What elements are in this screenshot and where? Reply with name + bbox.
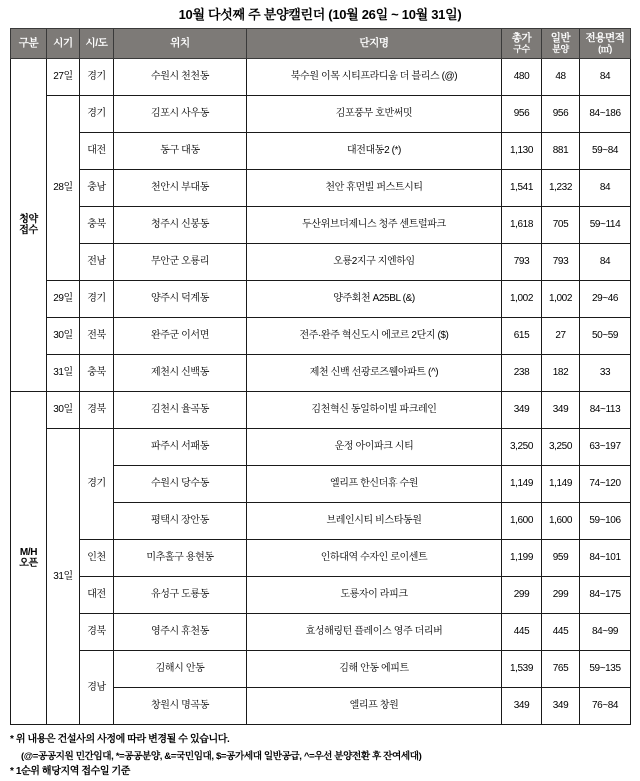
cell-general-supply: 299 [542, 577, 580, 614]
cell-exclusive-area: 84 [580, 59, 631, 96]
cell-general-supply: 182 [542, 355, 580, 392]
cell-exclusive-area: 59~114 [580, 207, 631, 244]
cell-gubun-line2: 오픈 [19, 558, 38, 569]
cell-region: 경기 [80, 429, 114, 540]
cell-location: 파주시 서패동 [114, 429, 247, 466]
table-row[interactable] [11, 133, 631, 170]
cell-total-households: 3,250 [502, 429, 542, 466]
cell-location: 영주시 휴천동 [114, 614, 247, 651]
cell-region: 경기 [80, 281, 114, 318]
cell-region: 인천 [80, 540, 114, 577]
cell-general-supply: 27 [542, 318, 580, 355]
cell-total-households: 615 [502, 318, 542, 355]
cell-location: 완주군 이서면 [114, 318, 247, 355]
cell-total-households: 1,002 [502, 281, 542, 318]
cell-region: 충북 [80, 355, 114, 392]
cell-region: 전북 [80, 318, 114, 355]
cell-general-supply: 3,250 [542, 429, 580, 466]
cell-period: 31일 [47, 355, 80, 392]
cell-total-households: 299 [502, 577, 542, 614]
column-header-exclusive-area: 전용면적 (㎡) [580, 29, 631, 59]
cell-complex-name: 브레인시티 비스타동원 [247, 503, 502, 540]
cell-total-households: 956 [502, 96, 542, 133]
cell-exclusive-area: 59~135 [580, 651, 631, 688]
cell-exclusive-area: 84 [580, 170, 631, 207]
table-row[interactable] [11, 281, 631, 318]
cell-exclusive-area: 84~101 [580, 540, 631, 577]
cell-gubun: 청약 접수 [11, 59, 47, 392]
cell-exclusive-area: 59~84 [580, 133, 631, 170]
cell-location: 청주시 신봉동 [114, 207, 247, 244]
cell-location: 수원시 천천동 [114, 59, 247, 96]
cell-period: 30일 [47, 392, 80, 429]
footnote-change-disclaimer: * 위 내용은 건설사의 사정에 따라 변경될 수 있습니다. [10, 734, 230, 745]
table-body [11, 59, 631, 725]
cell-exclusive-area: 29~46 [580, 281, 631, 318]
header-row [11, 29, 631, 59]
cell-period: 30일 [47, 318, 80, 355]
cell-complex-name: 북수원 이목 시티프라디움 더 블리스 (@) [247, 59, 502, 96]
cell-general-supply: 1,232 [542, 170, 580, 207]
cell-general-supply: 1,149 [542, 466, 580, 503]
distribution-calendar-table [10, 28, 631, 725]
cell-location: 김해시 안동 [114, 651, 247, 688]
cell-location: 동구 대동 [114, 133, 247, 170]
cell-region: 경북 [80, 614, 114, 651]
cell-region: 충북 [80, 207, 114, 244]
cell-period: 31일 [47, 429, 80, 725]
table-row[interactable] [11, 355, 631, 392]
column-header-gubun: 구분 [11, 29, 47, 59]
cell-exclusive-area: 84~99 [580, 614, 631, 651]
footnotes [0, 725, 640, 781]
cell-location: 제천시 신백동 [114, 355, 247, 392]
cell-total-households: 238 [502, 355, 542, 392]
cell-gubun: M/H 오픈 [11, 392, 47, 725]
cell-region: 전남 [80, 244, 114, 281]
table-row[interactable] [11, 577, 631, 614]
table-row[interactable] [11, 59, 631, 96]
cell-exclusive-area: 50~59 [580, 318, 631, 355]
table-row[interactable] [11, 318, 631, 355]
cell-general-supply: 445 [542, 614, 580, 651]
cell-complex-name: 제천 신백 선광로즈웰아파트 (^) [247, 355, 502, 392]
cell-location: 무안군 오룡리 [114, 244, 247, 281]
cell-total-households: 1,539 [502, 651, 542, 688]
cell-period: 27일 [47, 59, 80, 96]
cell-location: 김포시 사우동 [114, 96, 247, 133]
cell-complex-name: 오룡2지구 지엔하임 [247, 244, 502, 281]
cell-complex-name: 두산위브더제니스 청주 센트럴파크 [247, 207, 502, 244]
cell-general-supply: 881 [542, 133, 580, 170]
cell-general-supply: 705 [542, 207, 580, 244]
cell-total-households: 793 [502, 244, 542, 281]
cell-complex-name: 효성해링턴 플레이스 영주 더리버 [247, 614, 502, 651]
cell-total-households: 1,600 [502, 503, 542, 540]
cell-region: 경북 [80, 392, 114, 429]
column-header-sigi: 시기 [47, 29, 80, 59]
cell-general-supply: 349 [542, 392, 580, 429]
column-header-wichi: 위치 [114, 29, 247, 59]
cell-general-supply: 765 [542, 651, 580, 688]
footnote-symbol-legend: (@=공공지원 민간임대, *=공공분양, &=국민임대, $=공가세대 일반공급, ^=우선 분양전환 후 잔여세대) [21, 750, 422, 762]
cell-period: 28일 [47, 96, 80, 281]
cell-general-supply: 48 [542, 59, 580, 96]
table-row[interactable] [11, 614, 631, 651]
cell-exclusive-area: 84~175 [580, 577, 631, 614]
cell-location: 미추홀구 용현동 [114, 540, 247, 577]
cell-complex-name: 운정 아이파크 시티 [247, 429, 502, 466]
cell-region: 대전 [80, 577, 114, 614]
cell-general-supply: 793 [542, 244, 580, 281]
cell-region: 경기 [80, 96, 114, 133]
cell-location: 평택시 장안동 [114, 503, 247, 540]
cell-total-households: 349 [502, 392, 542, 429]
cell-complex-name: 김해 안동 에피트 [247, 651, 502, 688]
cell-total-households: 480 [502, 59, 542, 96]
footnote-first-priority: * 1순위 해당지역 접수일 기준 [10, 766, 131, 778]
cell-period: 29일 [47, 281, 80, 318]
cell-complex-name: 엘리프 창원 [247, 688, 502, 725]
cell-complex-name: 양주회천 A25BL (&) [247, 281, 502, 318]
cell-total-households: 349 [502, 688, 542, 725]
cell-exclusive-area: 84~186 [580, 96, 631, 133]
cell-general-supply: 1,600 [542, 503, 580, 540]
cell-complex-name: 김포풍무 호반써밋 [247, 96, 502, 133]
cell-general-supply: 956 [542, 96, 580, 133]
page-title: 10월 다섯째 주 분양캘린더 (10월 26일 ~ 10월 31일) [178, 7, 462, 22]
cell-complex-name: 전주·완주 혁신도시 에코르 2단지 ($) [247, 318, 502, 355]
cell-total-households: 1,149 [502, 466, 542, 503]
cell-exclusive-area: 59~106 [580, 503, 631, 540]
cell-complex-name: 도룡자이 라피크 [247, 577, 502, 614]
table-row[interactable] [11, 170, 631, 207]
cell-complex-name: 대전대동2 (*) [247, 133, 502, 170]
cell-general-supply: 959 [542, 540, 580, 577]
table-container [0, 28, 640, 725]
cell-total-households: 1,618 [502, 207, 542, 244]
cell-exclusive-area: 33 [580, 355, 631, 392]
cell-complex-name: 엘리프 한신더휴 수원 [247, 466, 502, 503]
cell-location: 유성구 도룡동 [114, 577, 247, 614]
table-row[interactable] [11, 429, 631, 466]
cell-exclusive-area: 76~84 [580, 688, 631, 725]
cell-region: 경기 [80, 59, 114, 96]
column-header-danji: 단지명 [247, 29, 502, 59]
cell-location: 양주시 덕계동 [114, 281, 247, 318]
table-row[interactable] [11, 244, 631, 281]
table-row[interactable] [11, 540, 631, 577]
cell-location: 창원시 명곡동 [114, 688, 247, 725]
cell-region: 대전 [80, 133, 114, 170]
cell-location: 천안시 부대동 [114, 170, 247, 207]
cell-region: 충남 [80, 170, 114, 207]
cell-complex-name: 인하대역 수자인 로이센트 [247, 540, 502, 577]
cell-general-supply: 1,002 [542, 281, 580, 318]
cell-location: 수원시 당수동 [114, 466, 247, 503]
table-row[interactable] [11, 96, 631, 133]
cell-complex-name: 김천혁신 동일하이빌 파크레인 [247, 392, 502, 429]
cell-total-households: 1,130 [502, 133, 542, 170]
cell-exclusive-area: 84 [580, 244, 631, 281]
cell-location: 김천시 율곡동 [114, 392, 247, 429]
column-header-sido: 시/도 [80, 29, 114, 59]
cell-region: 경남 [80, 651, 114, 725]
cell-general-supply: 349 [542, 688, 580, 725]
cell-exclusive-area: 84~113 [580, 392, 631, 429]
table-row[interactable] [11, 651, 631, 688]
table-header [11, 29, 631, 59]
cell-exclusive-area: 74~120 [580, 466, 631, 503]
table-row[interactable] [11, 392, 631, 429]
cell-complex-name: 천안 휴먼빌 퍼스트시티 [247, 170, 502, 207]
cell-total-households: 1,199 [502, 540, 542, 577]
cell-exclusive-area: 63~197 [580, 429, 631, 466]
cell-gubun-line2: 접수 [19, 225, 38, 236]
column-header-general-supply: 일반 분양 [542, 29, 580, 59]
cell-total-households: 445 [502, 614, 542, 651]
cell-total-households: 1,541 [502, 170, 542, 207]
table-row[interactable] [11, 207, 631, 244]
column-header-total-households: 총가 구수 [502, 29, 542, 59]
